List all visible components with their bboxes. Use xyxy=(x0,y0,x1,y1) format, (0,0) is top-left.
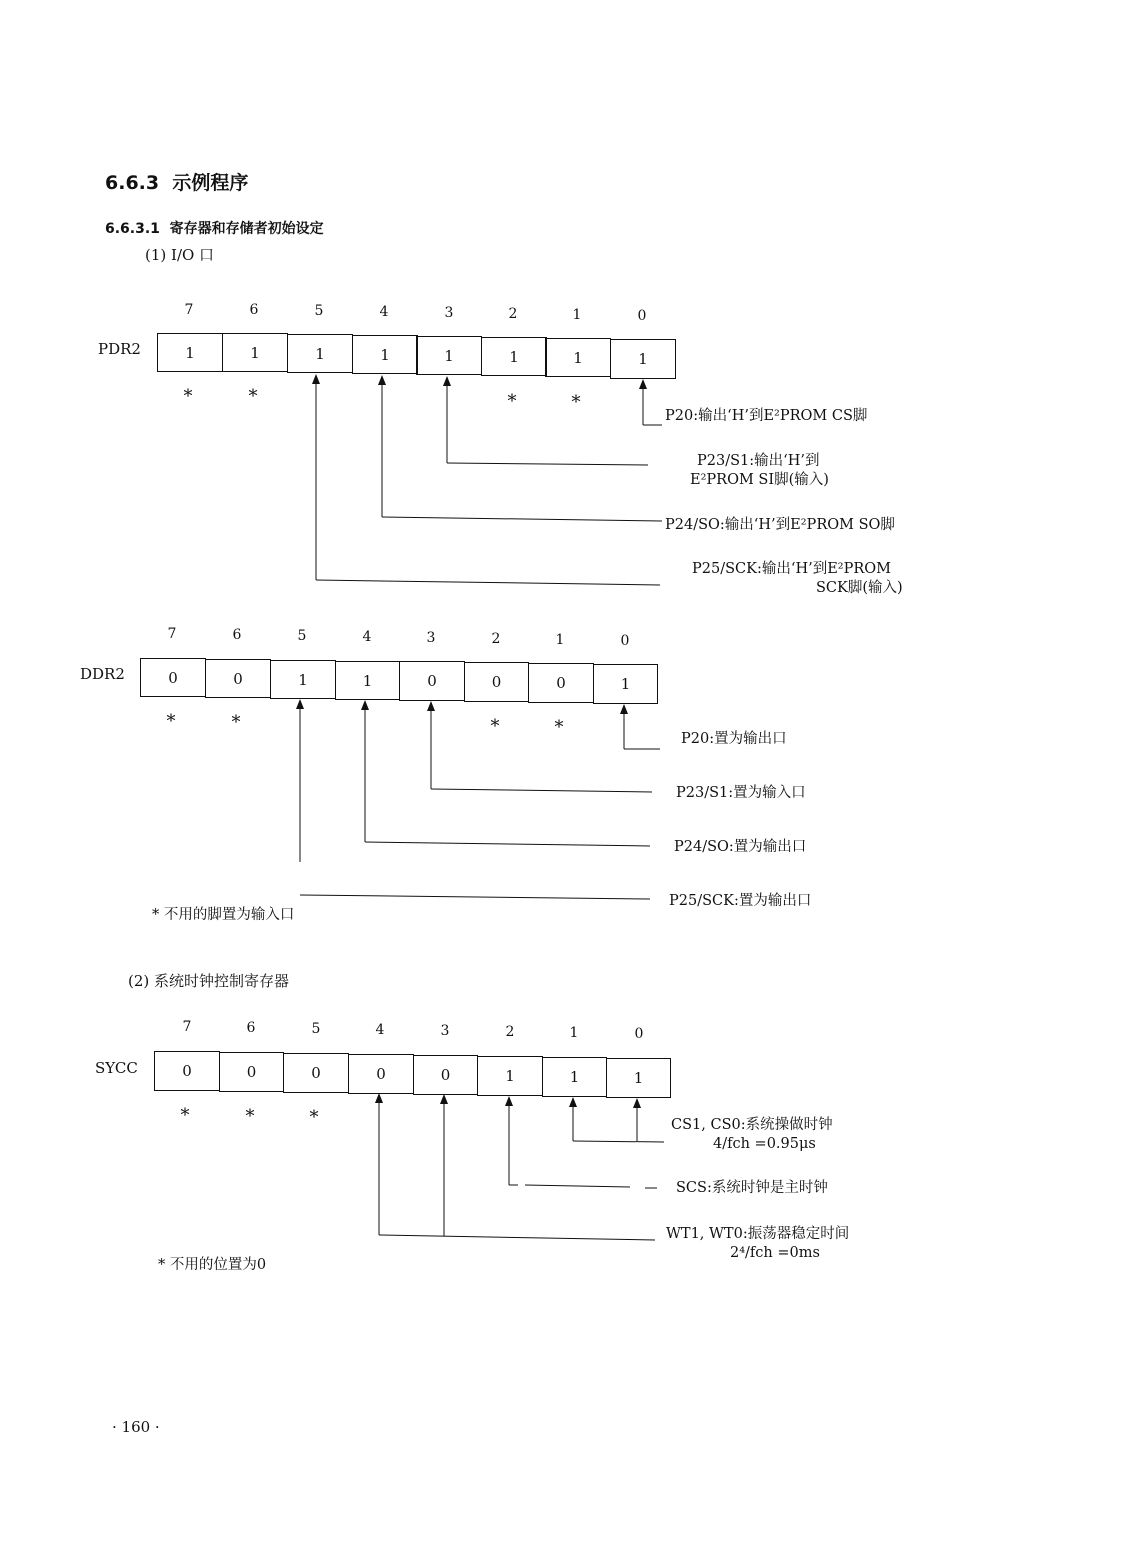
ddr2-note-p25: P25/SCK:置为输出口 xyxy=(669,893,812,909)
sycc-note-wt-line1: WT1, WT0:振荡器稳定时间 xyxy=(666,1226,850,1242)
sycc-bitnum-0: 0 xyxy=(634,1026,644,1042)
pdr2-unused-star-7: * xyxy=(183,386,193,407)
ddr2-bit-3: 0 xyxy=(399,661,465,701)
ddr2-bitnum-2: 2 xyxy=(491,631,501,647)
pdr2-bit-1: 1 xyxy=(545,338,611,377)
sycc-bitnum-6: 6 xyxy=(246,1020,256,1036)
ddr2-p24-arrow xyxy=(361,700,369,710)
sycc-bitnum-2: 2 xyxy=(505,1024,515,1040)
ddr2-p25-arrow xyxy=(296,699,304,709)
sycc-bit-5: 0 xyxy=(283,1053,349,1093)
sycc-bit-1: 1 xyxy=(542,1057,607,1097)
pdr2-bit-7: 1 xyxy=(157,333,223,372)
subsection-title-text: 寄存器和存储者初始设定 xyxy=(169,221,324,237)
pdr2-note-p25-line2: SCK脚(输入) xyxy=(816,580,903,596)
sycc-bit-3: 0 xyxy=(413,1055,478,1095)
ddr2-note-p23: P23/S1:置为输入口 xyxy=(676,785,806,801)
ddr2-unused-star-6: * xyxy=(231,712,241,733)
ddr2-unused-star-1: * xyxy=(554,717,564,738)
sycc-wt0-arrow xyxy=(440,1094,448,1104)
sycc-unused-star-7: * xyxy=(180,1105,190,1126)
ddr2-note-p20: P20:置为输出口 xyxy=(681,731,787,747)
sycc-note-cs-line1: CS1, CS0:系统操做时钟 xyxy=(671,1117,833,1133)
sycc-scs-arrow xyxy=(505,1096,513,1106)
pdr2-p23-arrow xyxy=(443,376,451,386)
ddr2-note-p24: P24/SO:置为输出口 xyxy=(674,839,807,855)
sycc-bitnum-1: 1 xyxy=(569,1025,579,1041)
sycc-bitnum-4: 4 xyxy=(375,1022,385,1038)
pdr2-bit-4: 1 xyxy=(352,335,418,374)
pdr2-bit-2: 1 xyxy=(481,337,547,376)
sycc-unused-star-6: * xyxy=(245,1106,255,1127)
ddr2-bitnum-3: 3 xyxy=(426,630,436,646)
section-title-text: 示例程序 xyxy=(172,172,249,194)
pdr2-bit-0: 1 xyxy=(610,339,676,379)
pdr2-p25-arrow xyxy=(312,374,320,384)
ddr2-bitnum-1: 1 xyxy=(555,632,565,648)
pdr2-bitnum-2: 2 xyxy=(508,306,518,322)
pdr2-bitnum-0: 0 xyxy=(637,308,647,324)
sycc-unused-star-5: * xyxy=(309,1107,319,1128)
sycc-footnote: * 不用的位置为0 xyxy=(158,1257,267,1273)
ddr2-bit-5: 1 xyxy=(270,660,336,699)
pdr2-bitnum-1: 1 xyxy=(572,307,582,323)
pdr2-note-p25-line1: P25/SCK:输出‘H’到E²PROM xyxy=(692,561,892,577)
ddr2-unused-star-7: * xyxy=(166,711,176,732)
subsection-number: 6.6.3.1 xyxy=(105,221,160,237)
pdr2-bit-5: 1 xyxy=(287,334,353,373)
pdr2-unused-star-1: * xyxy=(571,392,581,413)
pdr2-p20-arrow xyxy=(639,379,647,389)
sycc-bit-7: 0 xyxy=(154,1051,220,1091)
page-number: · 160 · xyxy=(112,1418,160,1436)
ddr2-unused-star-2: * xyxy=(490,716,500,737)
sycc-bit-6: 0 xyxy=(219,1052,284,1092)
ddr2-footnote: * 不用的脚置为输入口 xyxy=(152,907,295,923)
sycc-bit-4: 0 xyxy=(348,1054,414,1094)
pdr2-note-p23-line2: E²PROM SI脚(输入) xyxy=(690,472,829,488)
ddr2-bitnum-7: 7 xyxy=(167,626,177,642)
pdr2-bitnum-4: 4 xyxy=(379,304,389,320)
pdr2-bit-6: 1 xyxy=(222,333,288,372)
sycc-bit-2: 1 xyxy=(477,1056,543,1096)
sycc-cs1-arrow xyxy=(569,1097,577,1107)
pdr2-bitnum-3: 3 xyxy=(444,305,454,321)
sycc-heading: (2) 系统时钟控制寄存器 xyxy=(128,972,290,990)
ddr2-bit-4: 1 xyxy=(335,661,400,700)
pdr2-unused-star-6: * xyxy=(248,386,258,407)
ddr2-register-name: DDR2 xyxy=(80,665,125,683)
ddr2-p20-arrow xyxy=(620,704,628,714)
ddr2-bitnum-6: 6 xyxy=(232,627,242,643)
sycc-bitnum-5: 5 xyxy=(311,1021,321,1037)
ddr2-bit-7: 0 xyxy=(140,658,206,697)
section-number: 6.6.3 xyxy=(105,172,160,194)
ddr2-bit-1: 0 xyxy=(528,663,594,703)
sycc-register-name: SYCC xyxy=(95,1059,138,1077)
sycc-wt1-arrow xyxy=(375,1093,383,1103)
pdr2-register-name: PDR2 xyxy=(98,340,141,358)
pdr2-note-p23-line1: P23/S1:输出‘H’到 xyxy=(697,453,820,469)
sycc-bitnum-7: 7 xyxy=(182,1019,192,1035)
ddr2-bit-0: 1 xyxy=(593,664,658,704)
pdr2-bit-3: 1 xyxy=(416,336,482,375)
ddr2-bitnum-0: 0 xyxy=(620,633,630,649)
ddr2-bitnum-5: 5 xyxy=(297,628,307,644)
pdr2-note-p20: P20:输出‘H’到E²PROM CS脚 xyxy=(665,408,868,424)
sycc-cs0-arrow xyxy=(633,1098,641,1108)
sycc-bit-0: 1 xyxy=(606,1058,671,1098)
ddr2-bitnum-4: 4 xyxy=(362,629,372,645)
sycc-note-cs-line2: 4/fch =0.95μs xyxy=(713,1136,816,1152)
sycc-note-wt-line2: 2⁴/fch =0ms xyxy=(730,1245,820,1261)
ddr2-bit-6: 0 xyxy=(205,659,271,698)
pdr2-p24-arrow xyxy=(378,375,386,385)
sycc-note-scs: SCS:系统时钟是主时钟 xyxy=(676,1180,828,1196)
pdr2-bitnum-5: 5 xyxy=(314,303,324,319)
ddr2-bit-2: 0 xyxy=(464,662,529,702)
io-heading: (1) I/O 口 xyxy=(145,246,215,264)
pdr2-bitnum-7: 7 xyxy=(184,302,194,318)
pdr2-bitnum-6: 6 xyxy=(249,302,259,318)
sycc-bitnum-3: 3 xyxy=(440,1023,450,1039)
pdr2-note-p24: P24/SO:输出‘H’到E²PROM SO脚 xyxy=(665,517,895,533)
ddr2-p23-arrow xyxy=(427,701,435,711)
pdr2-unused-star-2: * xyxy=(507,391,517,412)
